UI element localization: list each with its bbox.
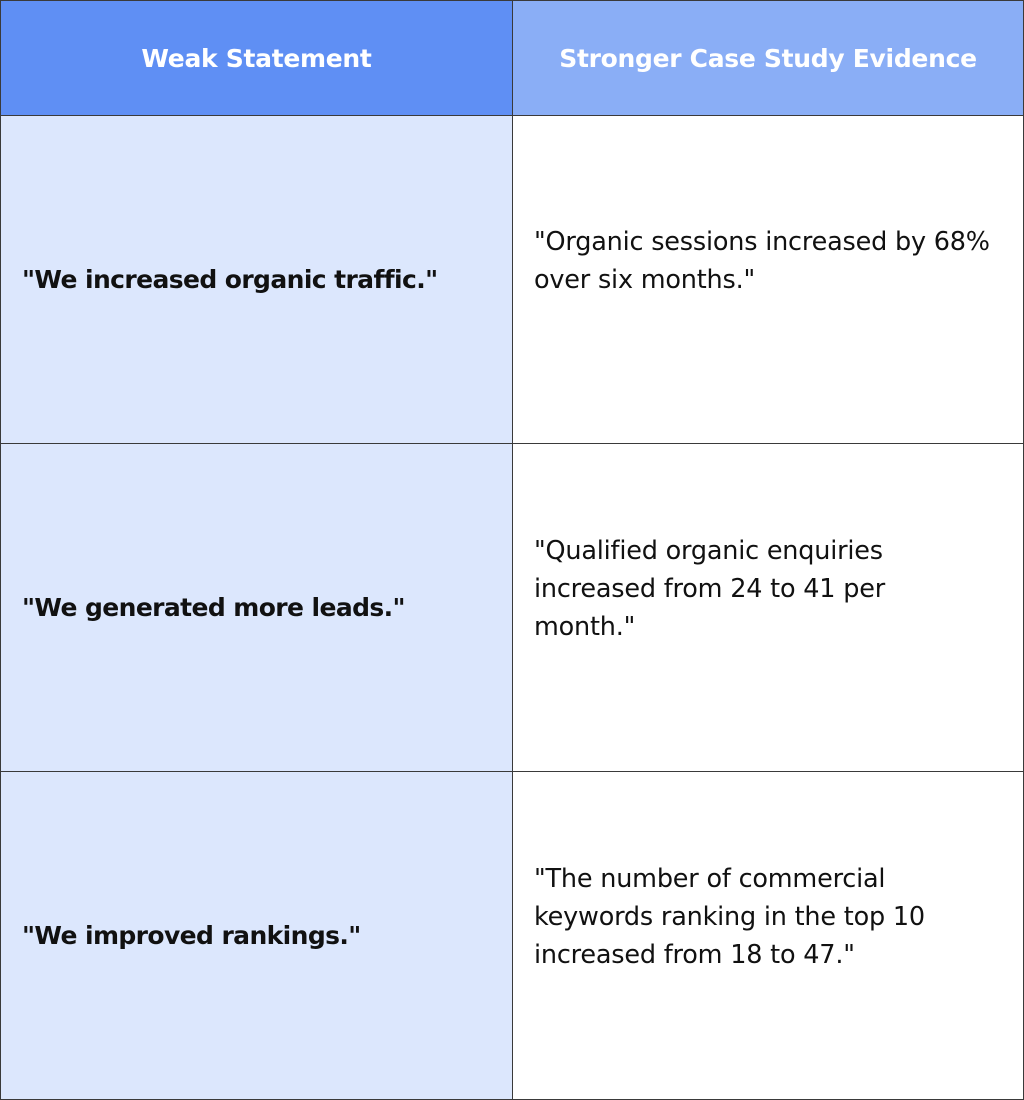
weak-statement-cell bbox=[1, 444, 513, 771]
weak-statement-text: "We generated more leads." bbox=[22, 593, 405, 622]
stronger-evidence-cell bbox=[513, 444, 1024, 771]
weak-statement-text: "We increased organic traffic." bbox=[22, 265, 438, 294]
stronger-evidence-text: "Organic sessions increased by 68% over six months." bbox=[534, 226, 990, 295]
table-row bbox=[1, 444, 1024, 772]
table-row bbox=[1, 772, 1024, 1100]
weak-statement-cell bbox=[1, 772, 513, 1099]
column-header-stronger-evidence: Stronger Case Study Evidence bbox=[513, 1, 1024, 115]
stronger-evidence-cell bbox=[513, 116, 1024, 443]
column-header-weak-statement: Weak Statement bbox=[1, 1, 513, 115]
weak-statement-cell bbox=[1, 116, 513, 443]
stronger-evidence-cell bbox=[513, 772, 1024, 1099]
weak-statement-text: "We improved rankings." bbox=[22, 921, 361, 950]
table-row bbox=[1, 116, 1024, 444]
stronger-evidence-text: "The number of commercial keywords ranking in the top 10 increased from 18 to 47." bbox=[534, 863, 925, 970]
table-header-row bbox=[1, 1, 1024, 116]
stronger-evidence-text: "Qualified organic enquiries increased from 24 to 41 per month." bbox=[534, 535, 885, 642]
